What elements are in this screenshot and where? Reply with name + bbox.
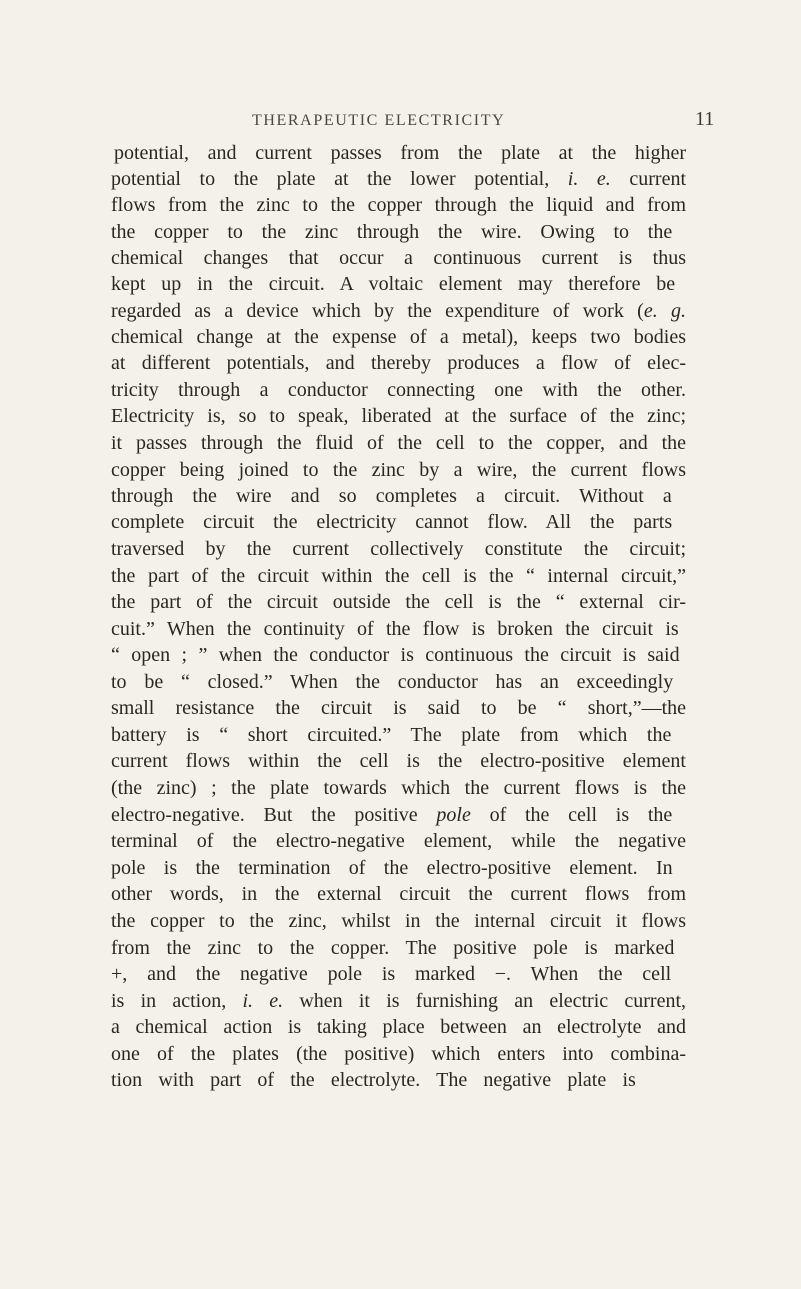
text-segment: potential, bbox=[114, 142, 189, 164]
text-line bbox=[111, 590, 686, 614]
text-line bbox=[111, 246, 686, 270]
text-line bbox=[111, 909, 686, 933]
text-line bbox=[111, 936, 674, 960]
text-line bbox=[111, 193, 686, 217]
text-line bbox=[111, 404, 686, 428]
text-line bbox=[111, 458, 686, 482]
text-segment: pole is the termination of the electro-positive element. In bbox=[111, 857, 673, 879]
text-line bbox=[114, 141, 686, 165]
text-segment: at different potentials, and thereby produces a flow of elec- bbox=[111, 352, 686, 374]
text-segment: the part of the circuit within the cell is the “ internal circuit,” bbox=[111, 565, 686, 587]
text-line bbox=[111, 431, 686, 455]
page-number: 11 bbox=[695, 108, 715, 130]
running-title: THERAPEUTIC ELECTRICITY bbox=[252, 112, 506, 129]
text-segment: it passes through the fluid of the cell to the copper, and the bbox=[111, 432, 686, 454]
text-segment: and current passes from the plate at the higher bbox=[188, 142, 686, 164]
text-segment: is in action, bbox=[111, 990, 243, 1012]
text-line bbox=[111, 537, 686, 561]
text-line bbox=[111, 696, 686, 720]
text-line bbox=[111, 1068, 636, 1092]
text-segment: a chemical action is taking place between an electrolyte and bbox=[111, 1016, 686, 1038]
text-segment: +, and the negative pole is marked −. When the cell bbox=[111, 963, 672, 985]
text-segment: kept up in the circuit. A voltaic element may therefore be bbox=[111, 273, 676, 295]
text-segment: of the cell is the bbox=[470, 804, 673, 826]
text-line bbox=[111, 272, 675, 296]
text-line bbox=[111, 962, 671, 986]
text-segment: from the zinc to the copper. The positive pole is marked bbox=[111, 937, 675, 959]
text-segment: i. e. bbox=[242, 990, 284, 1012]
text-line bbox=[111, 670, 673, 694]
text-segment: copper being joined to the zinc by a wire, the current flows bbox=[111, 459, 686, 481]
text-segment: potential to the plate at the lower potential, bbox=[111, 168, 568, 190]
text-line bbox=[111, 776, 686, 800]
text-segment: one of the plates (the positive) which enters into combina- bbox=[111, 1043, 686, 1065]
text-segment: regarded as a device which by the expenditure of work ( bbox=[111, 300, 644, 322]
text-line bbox=[111, 378, 686, 402]
text-segment: cuit.” When the continuity of the flow is broken the circuit is bbox=[111, 618, 679, 640]
text-line bbox=[111, 167, 686, 191]
text-segment: “ open ; ” when the conductor is continuous the circuit is said bbox=[111, 644, 680, 666]
text-segment: current flows within the cell is the electro-positive element bbox=[111, 750, 686, 772]
text-line bbox=[111, 723, 671, 747]
text-segment: to be “ closed.” When the conductor has an exceedingly bbox=[111, 671, 674, 693]
text-segment: when it is furnishing an electric current, bbox=[283, 990, 687, 1012]
text-line bbox=[111, 989, 686, 1013]
text-line bbox=[111, 617, 679, 641]
text-segment: battery is “ short circuited.” The plate from which the bbox=[111, 724, 672, 746]
text-line bbox=[111, 484, 672, 508]
text-segment: tion with part of the electrolyte. The negative plate is bbox=[111, 1069, 636, 1091]
text-segment: e. g. bbox=[643, 300, 686, 322]
text-line bbox=[111, 749, 686, 773]
text-segment: tricity through a conductor connecting one with the other. bbox=[111, 379, 686, 401]
text-segment: Electricity is, so to speak, liberated at the surface of the zinc; bbox=[111, 405, 686, 427]
running-head bbox=[0, 106, 801, 136]
text-segment: the copper to the zinc, whilst in the internal circuit it flows bbox=[111, 910, 686, 932]
text-segment: traversed by the current collectively constitute the circuit; bbox=[111, 538, 686, 560]
text-segment: i. e. bbox=[567, 168, 611, 190]
text-line bbox=[111, 882, 686, 906]
text-segment: complete circuit the electricity cannot flow. All the parts bbox=[111, 511, 673, 533]
text-line bbox=[111, 856, 673, 880]
text-segment: chemical change at the expense of a metal), keeps two bodies bbox=[111, 326, 686, 348]
text-line bbox=[111, 325, 686, 349]
text-line bbox=[111, 829, 686, 853]
text-segment: the part of the circuit outside the cell is the “ external cir- bbox=[111, 591, 686, 613]
text-segment: small resistance the circuit is said to be “ short,”—the bbox=[111, 697, 686, 719]
text-line bbox=[111, 564, 686, 588]
text-line bbox=[111, 1015, 686, 1039]
text-segment: (the zinc) ; the plate towards which the current flows is the bbox=[111, 777, 686, 799]
text-line bbox=[111, 351, 686, 375]
text-segment: through the wire and so completes a circuit. Without a bbox=[111, 485, 672, 507]
text-line bbox=[111, 1042, 686, 1066]
text-segment: the copper to the zinc through the wire. Owing to the bbox=[111, 221, 673, 243]
text-line bbox=[111, 510, 672, 534]
text-segment: pole bbox=[436, 804, 471, 826]
text-segment: other words, in the external circuit the current flows from bbox=[111, 883, 686, 905]
text-segment: flows from the zinc to the copper through the liquid and from bbox=[111, 194, 686, 216]
text-segment: chemical changes that occur a continuous current is thus bbox=[111, 247, 686, 269]
text-segment: electro-negative. But the positive bbox=[111, 804, 437, 826]
text-line bbox=[111, 643, 680, 667]
text-segment: current bbox=[610, 168, 686, 190]
text-line bbox=[111, 220, 672, 244]
text-segment: terminal of the electro-negative element, while the negative bbox=[111, 830, 686, 852]
text-line bbox=[111, 299, 686, 323]
text-line bbox=[111, 803, 672, 827]
